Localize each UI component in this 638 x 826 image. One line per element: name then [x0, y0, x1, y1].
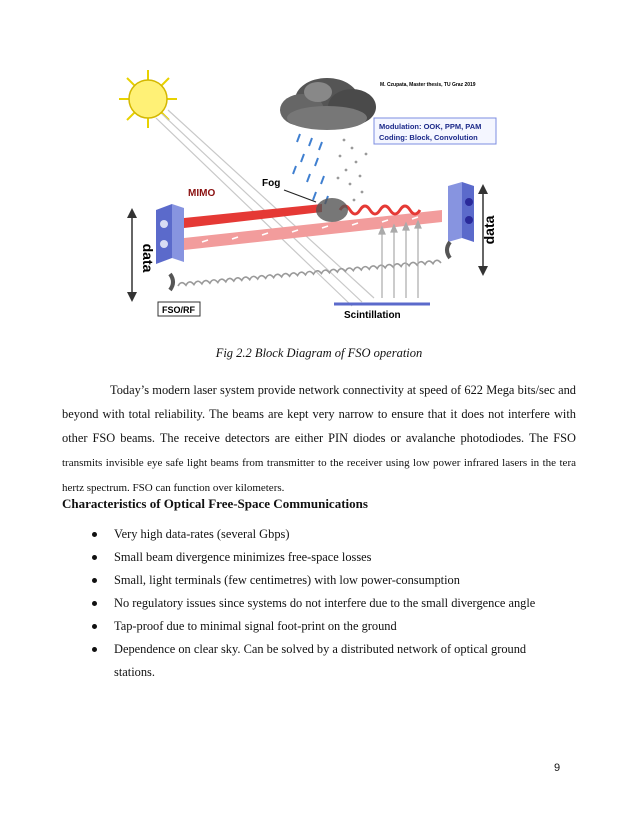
list-item: Small, light terminals (few centimetres) with low power-consumption — [62, 569, 542, 592]
list-item: Small beam divergence minimizes free-space losses — [62, 546, 542, 569]
data-label-left: data — [140, 243, 156, 273]
rain-icon — [293, 134, 328, 204]
data-label-right: data — [481, 215, 497, 245]
list-item: Tap-proof due to minimal signal foot-print on the ground — [62, 615, 542, 638]
bullet-icon — [92, 555, 97, 560]
body-paragraph — [62, 378, 576, 500]
bullet-icon — [92, 532, 97, 537]
page-number: 9 — [554, 762, 561, 774]
bullet-icon — [92, 578, 97, 583]
list-item: No regulatory issues since systems do not interfere due to the small divergence angle — [62, 592, 542, 615]
scintillation-arrows — [379, 221, 421, 298]
fso-diagram — [112, 62, 504, 324]
cloud-icon — [280, 78, 376, 130]
characteristics-list — [62, 523, 542, 684]
transmitter-icon — [156, 204, 184, 264]
paragraph-part2: transmits invisible eye safe light beams from transmitter to the receiver using low power infrared lasers in the tera hertz spectrum. FSO can function over kilometers. — [62, 457, 576, 494]
coding-label: Coding: Block, Convolution — [379, 133, 478, 142]
paragraph-part1: Today’s modern laser system provide network connectivity at speed of 622 Mega bits/sec and beyond with total reliability. The beams are kept very narrow to ensure that it does not interfere with other FSO beams. The receive detectors are either PIN diodes or avalanche photodiodes. The FSO — [62, 383, 576, 445]
data-arrow-left — [127, 208, 156, 302]
fog-label: Fog — [262, 178, 281, 189]
data-arrow-right — [478, 184, 497, 276]
receiver-icon — [448, 182, 474, 242]
bullet-icon — [92, 624, 97, 629]
fso-rf-label: FSO/RF — [162, 305, 195, 315]
scintillation-label: Scintillation — [344, 310, 401, 321]
bullet-icon — [92, 601, 97, 606]
list-item: Very high data-rates (several Gbps) — [62, 523, 542, 546]
figure-caption: Fig 2.2 Block Diagram of FSO operation — [215, 346, 423, 360]
bullet-icon — [92, 647, 97, 652]
figure-credit: M. Czupata, Master thesis, TU Graz 2019 — [380, 82, 476, 88]
section-heading: Characteristics of Optical Free-Space Communications — [62, 496, 368, 511]
modulation-label: Modulation: OOK, PPM, PAM — [379, 122, 482, 131]
mimo-label: MIMO — [188, 188, 216, 199]
list-item: Dependence on clear sky. Can be solved by a distributed network of optical ground stations. — [62, 638, 542, 684]
snow-dots — [337, 139, 368, 210]
